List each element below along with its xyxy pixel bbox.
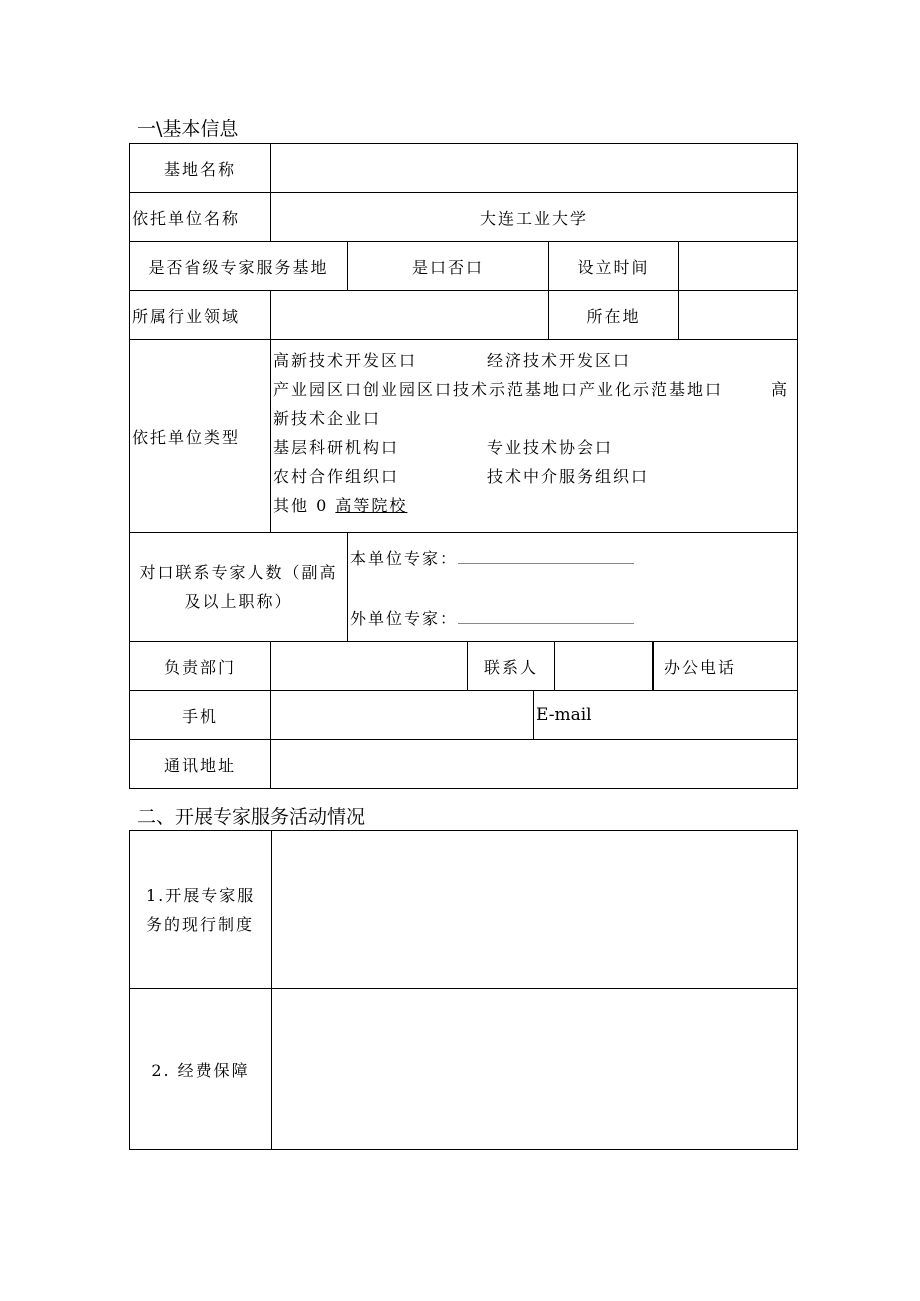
internal-expert-row — [348, 545, 797, 573]
option-other-checkbox[interactable]: 0 — [316, 496, 329, 515]
service-system-field[interactable] — [272, 831, 798, 989]
unit-type-line-2 — [271, 375, 797, 404]
unit-type-line-6 — [271, 491, 797, 520]
option-tech-intermediary[interactable]: 技术中介服务组织口 — [487, 467, 650, 486]
option-rural-cooperative[interactable]: 农村合作组织口 — [273, 467, 400, 486]
service-system-label: 1.开展专家服务的现行制度 — [130, 831, 272, 989]
unit-type-line-3 — [271, 404, 797, 433]
unit-type-line-4 — [271, 433, 797, 462]
provincial-base-checkbox[interactable]: 是口否口 — [348, 242, 549, 291]
funding-field[interactable] — [272, 989, 798, 1150]
established-time-field[interactable] — [679, 242, 798, 291]
option-other-prefix: 其他 — [273, 496, 310, 515]
option-research-institute[interactable]: 基层科研机构口 — [273, 438, 400, 457]
location-label: 所在地 — [549, 291, 679, 340]
expert-count-fields — [348, 533, 798, 642]
external-expert-input[interactable] — [458, 611, 634, 624]
contact-field[interactable] — [555, 642, 653, 690]
section2-title: 二、开展专家服务活动情况 — [137, 806, 366, 828]
unit-type-label: 依托单位类型 — [130, 340, 271, 533]
address-label: 通讯地址 — [130, 740, 271, 789]
provincial-base-label: 是否省级专家服务基地 — [130, 242, 348, 291]
option-high-tech-enterprise-prefix: 高 — [771, 380, 790, 399]
option-high-tech-zone[interactable]: 高新技术开发区口 — [273, 351, 418, 370]
host-unit-label: 依托单位名称 — [130, 193, 271, 242]
option-industrial-parks[interactable]: 产业园区口创业园区口技术示范基地口产业化示范基地口 — [273, 380, 724, 399]
internal-expert-input[interactable] — [458, 551, 634, 564]
established-time-label: 设立时间 — [549, 242, 679, 291]
contact-label: 联系人 — [468, 642, 555, 690]
location-field[interactable] — [679, 291, 798, 340]
base-name-label: 基地名称 — [130, 144, 271, 193]
option-high-tech-enterprise[interactable]: 新技术企业口 — [273, 409, 382, 428]
option-professional-association[interactable]: 专业技术协会口 — [487, 438, 614, 457]
funding-label: 2. 经费保障 — [130, 989, 272, 1150]
base-name-field[interactable] — [271, 144, 798, 193]
unit-type-options[interactable] — [271, 340, 798, 533]
office-phone-cell — [653, 642, 798, 691]
mobile-field[interactable] — [271, 691, 534, 740]
address-field[interactable] — [271, 740, 798, 789]
industry-field[interactable] — [271, 291, 549, 340]
contact-cell — [468, 642, 653, 691]
unit-type-line-1 — [271, 346, 797, 375]
unit-type-line-5 — [271, 462, 797, 491]
office-phone-label: 办公电话 — [654, 642, 798, 690]
internal-expert-label: 本单位专家： — [350, 549, 459, 568]
mobile-label: 手机 — [130, 691, 271, 740]
industry-label: 所属行业领域 — [130, 291, 271, 340]
option-economic-zone[interactable]: 经济技术开发区口 — [487, 351, 632, 370]
host-unit-field[interactable]: 大连工业大学 — [271, 193, 798, 242]
external-expert-row — [348, 605, 797, 633]
option-other-value: 高等院校 — [335, 496, 408, 515]
email-label: E-mail — [534, 691, 798, 740]
dept-field[interactable] — [271, 642, 468, 691]
basic-info-table — [129, 143, 798, 789]
service-activity-table — [129, 830, 798, 1150]
dept-label: 负责部门 — [130, 642, 271, 691]
expert-count-label: 对口联系专家人数（副高及以上职称） — [130, 533, 348, 642]
section1-title: 一\基本信息 — [137, 118, 239, 140]
external-expert-label: 外单位专家： — [350, 609, 459, 628]
